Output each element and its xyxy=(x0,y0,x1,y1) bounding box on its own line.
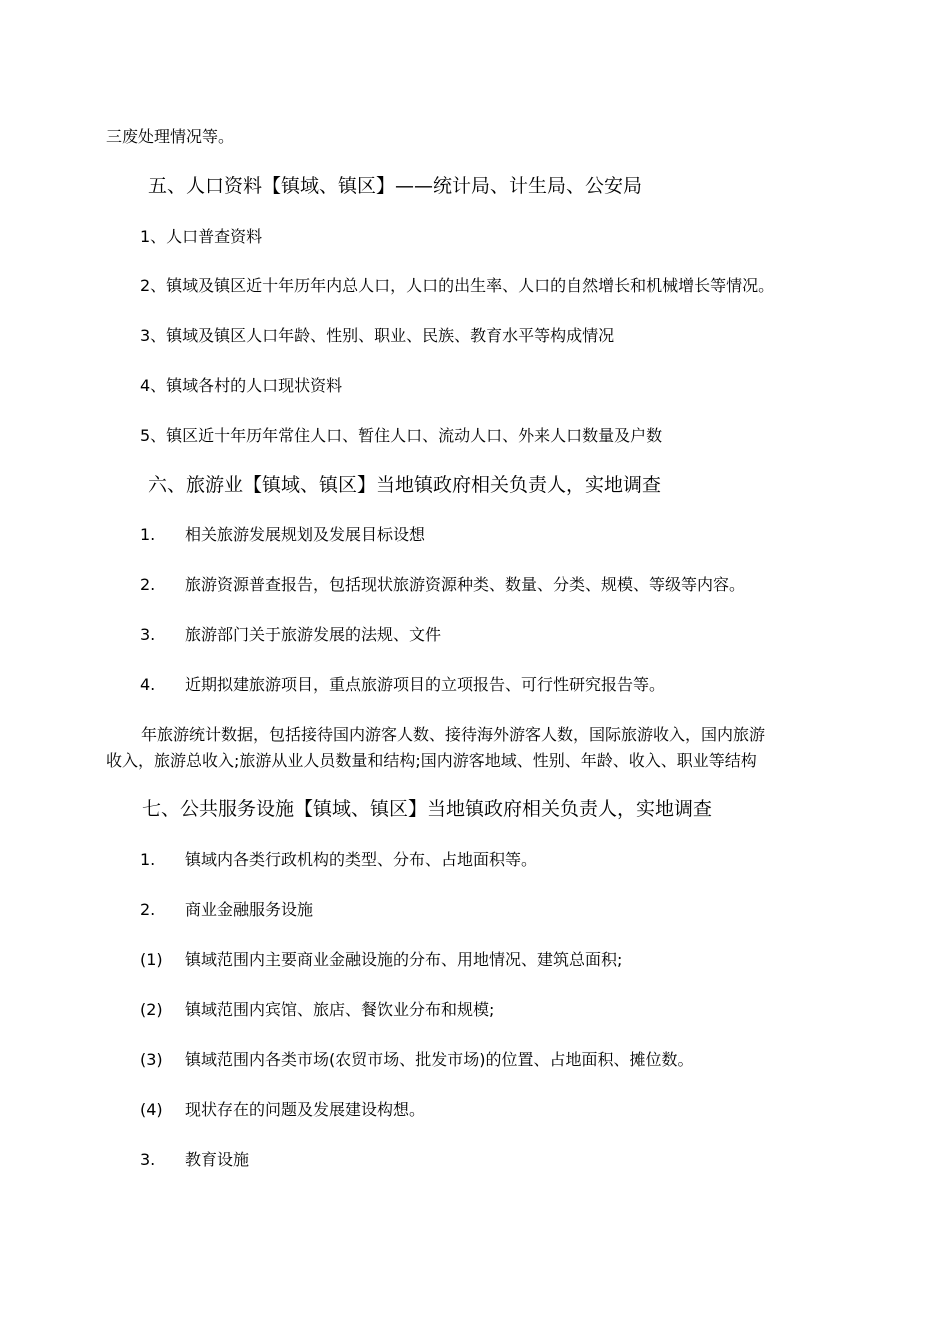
list-item: 1、人口普查资料 xyxy=(140,227,263,246)
list-item xyxy=(140,1150,249,1170)
list-text: 镇域范围内主要商业金融设施的分布、用地情况、建筑总面积; xyxy=(185,950,623,969)
list-item xyxy=(140,900,313,920)
list-number: 3. xyxy=(140,1150,156,1169)
list-text: 教育设施 xyxy=(185,1150,250,1169)
list-item xyxy=(140,950,622,970)
list-text: 商业金融服务设施 xyxy=(185,900,314,919)
list-number: 4. xyxy=(140,675,156,694)
list-number: (1) xyxy=(140,950,163,969)
list-text: 镇域内各类行政机构的类型、分布、占地面积等。 xyxy=(185,850,538,869)
list-number: (2) xyxy=(140,1000,163,1019)
list-number: 3. xyxy=(140,625,156,644)
section-heading-tourism: 六、旅游业【镇域、镇区】当地镇政府相关负责人，实地调查 xyxy=(148,474,662,496)
section-heading-public-services: 七、公共服务设施【镇域、镇区】当地镇政府相关负责人，实地调查 xyxy=(142,798,713,820)
paragraph-line: 收入，旅游总收入;旅游从业人员数量和结构;国内游客地域、性别、年龄、收入、职业等结构 xyxy=(106,751,757,770)
list-text: 近期拟建旅游项目，重点旅游项目的立项报告、可行性研究报告等。 xyxy=(185,675,666,694)
list-text: 镇域范围内各类市场(农贸市场、批发市场)的位置、占地面积、摊位数。 xyxy=(185,1050,694,1069)
list-number: 2. xyxy=(140,575,156,594)
list-item xyxy=(140,575,745,595)
list-number: 1. xyxy=(140,525,156,544)
list-number: 1. xyxy=(140,850,156,869)
list-item xyxy=(140,1000,494,1020)
list-number: (4) xyxy=(140,1100,163,1119)
list-text: 旅游部门关于旅游发展的法规、文件 xyxy=(185,625,442,644)
list-number: 2. xyxy=(140,900,156,919)
list-item: 2、镇域及镇区近十年历年内总人口，人口的出生率、人口的自然增长和机械增长等情况。 xyxy=(140,276,775,295)
list-item: 3、镇域及镇区人口年龄、性别、职业、民族、教育水平等构成情况 xyxy=(140,326,615,345)
section-heading-population: 五、人口资料【镇域、镇区】——统计局、计生局、公安局 xyxy=(148,175,643,197)
list-text: 现状存在的问题及发展建设构想。 xyxy=(185,1100,426,1119)
paragraph-line: 年旅游统计数据，包括接待国内游客人数、接待海外游客人数，国际旅游收入，国内旅游 xyxy=(141,725,766,744)
list-item xyxy=(140,525,425,545)
list-item xyxy=(140,1050,694,1070)
list-text: 旅游资源普查报告，包括现状旅游资源种类、数量、分类、规模、等级等内容。 xyxy=(185,575,746,594)
list-text: 镇域范围内宾馆、旅店、餐饮业分布和规模; xyxy=(185,1000,495,1019)
list-item xyxy=(140,625,441,645)
list-text: 相关旅游发展规划及发展目标设想 xyxy=(185,525,426,544)
list-item xyxy=(140,675,665,695)
list-item xyxy=(140,1100,425,1120)
list-item: 5、镇区近十年历年常住人口、暂住人口、流动人口、外来人口数量及户数 xyxy=(140,426,663,445)
list-number: (3) xyxy=(140,1050,163,1069)
intro-text: 三废处理情况等。 xyxy=(106,127,235,146)
list-item: 4、镇域各村的人口现状资料 xyxy=(140,376,343,395)
list-item xyxy=(140,850,537,870)
